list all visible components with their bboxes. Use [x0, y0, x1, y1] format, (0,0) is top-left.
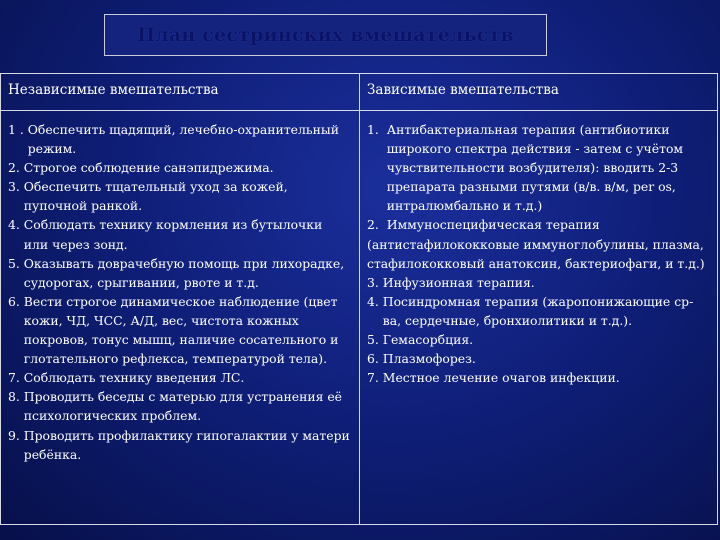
table-border-right — [717, 73, 718, 525]
table-border-left — [0, 73, 1, 525]
list-item: 6. Плазмофорез. — [367, 351, 476, 367]
header-dependent: Зависимые вмешательства — [367, 82, 559, 98]
list-item: (антистафилококковые иммуноглобулины, плазма, стафилококковый анатоксин, бактериофаги, и т.д.) — [367, 236, 705, 271]
list-item: 7. Соблюдать технику введения ЛС. — [8, 370, 245, 386]
list-item: 4. Соблюдать технику кормления из бутылочки или через зонд. — [8, 217, 323, 252]
list-item: 4. Посиндромная терапия (жаропонижающие ср-ва, сердечные, бронхиолитики и т.д.). — [367, 293, 694, 328]
list-item: 5. Оказывать доврачебную помощь при лихорадке, судорогах, срыгивании, рвоте и т.д. — [8, 255, 345, 290]
list-item: 5. Гемасорбция. — [367, 332, 474, 348]
list-item: 8. Проводить беседы с матерью для устранения её психологических проблем. — [8, 389, 343, 424]
list-item: 6. Вести строгое динамическое наблюдение (цвет кожи, ЧД, ЧСС, А/Д, вес, чистота кожных покровов, тонус мышц, наличие сосательного и глотательного рефлекса, температурой тела). — [8, 293, 339, 367]
list-item: 1 . Обеспечить щадящий, лечебно-охранительный режим. — [8, 122, 339, 157]
list-item: 9. Проводить профилактику гипогалактии у матери ребёнка. — [8, 427, 350, 462]
list-item: 3. Обеспечить тщательный уход за кожей, пупочной ранкой. — [8, 179, 288, 214]
header-independent: Независимые вмешательства — [8, 82, 219, 98]
list-item: 3. Инфузионная терапия. — [367, 274, 535, 290]
list-item: 7. Местное лечение очагов инфекции. — [367, 370, 620, 386]
header-separator — [0, 110, 718, 111]
page-title: План сестринских вмешательств — [137, 24, 514, 46]
dependent-list — [367, 120, 711, 387]
list-item: 2. Иммуноспецифическая терапия — [367, 217, 600, 233]
table-divider — [359, 73, 360, 525]
list-item: 1. Антибактериальная терапия (антибиотики широкого спектра действия - затем с учётом чувствительности возбудителя): вводить 2-3 препарата разными путями (в/в. в/м, per os, интралюмбально и т.д.) — [367, 122, 684, 214]
list-item: 2. Строгое соблюдение санэпидрежима. — [8, 160, 274, 176]
independent-list — [8, 120, 350, 464]
title-box — [104, 14, 547, 56]
